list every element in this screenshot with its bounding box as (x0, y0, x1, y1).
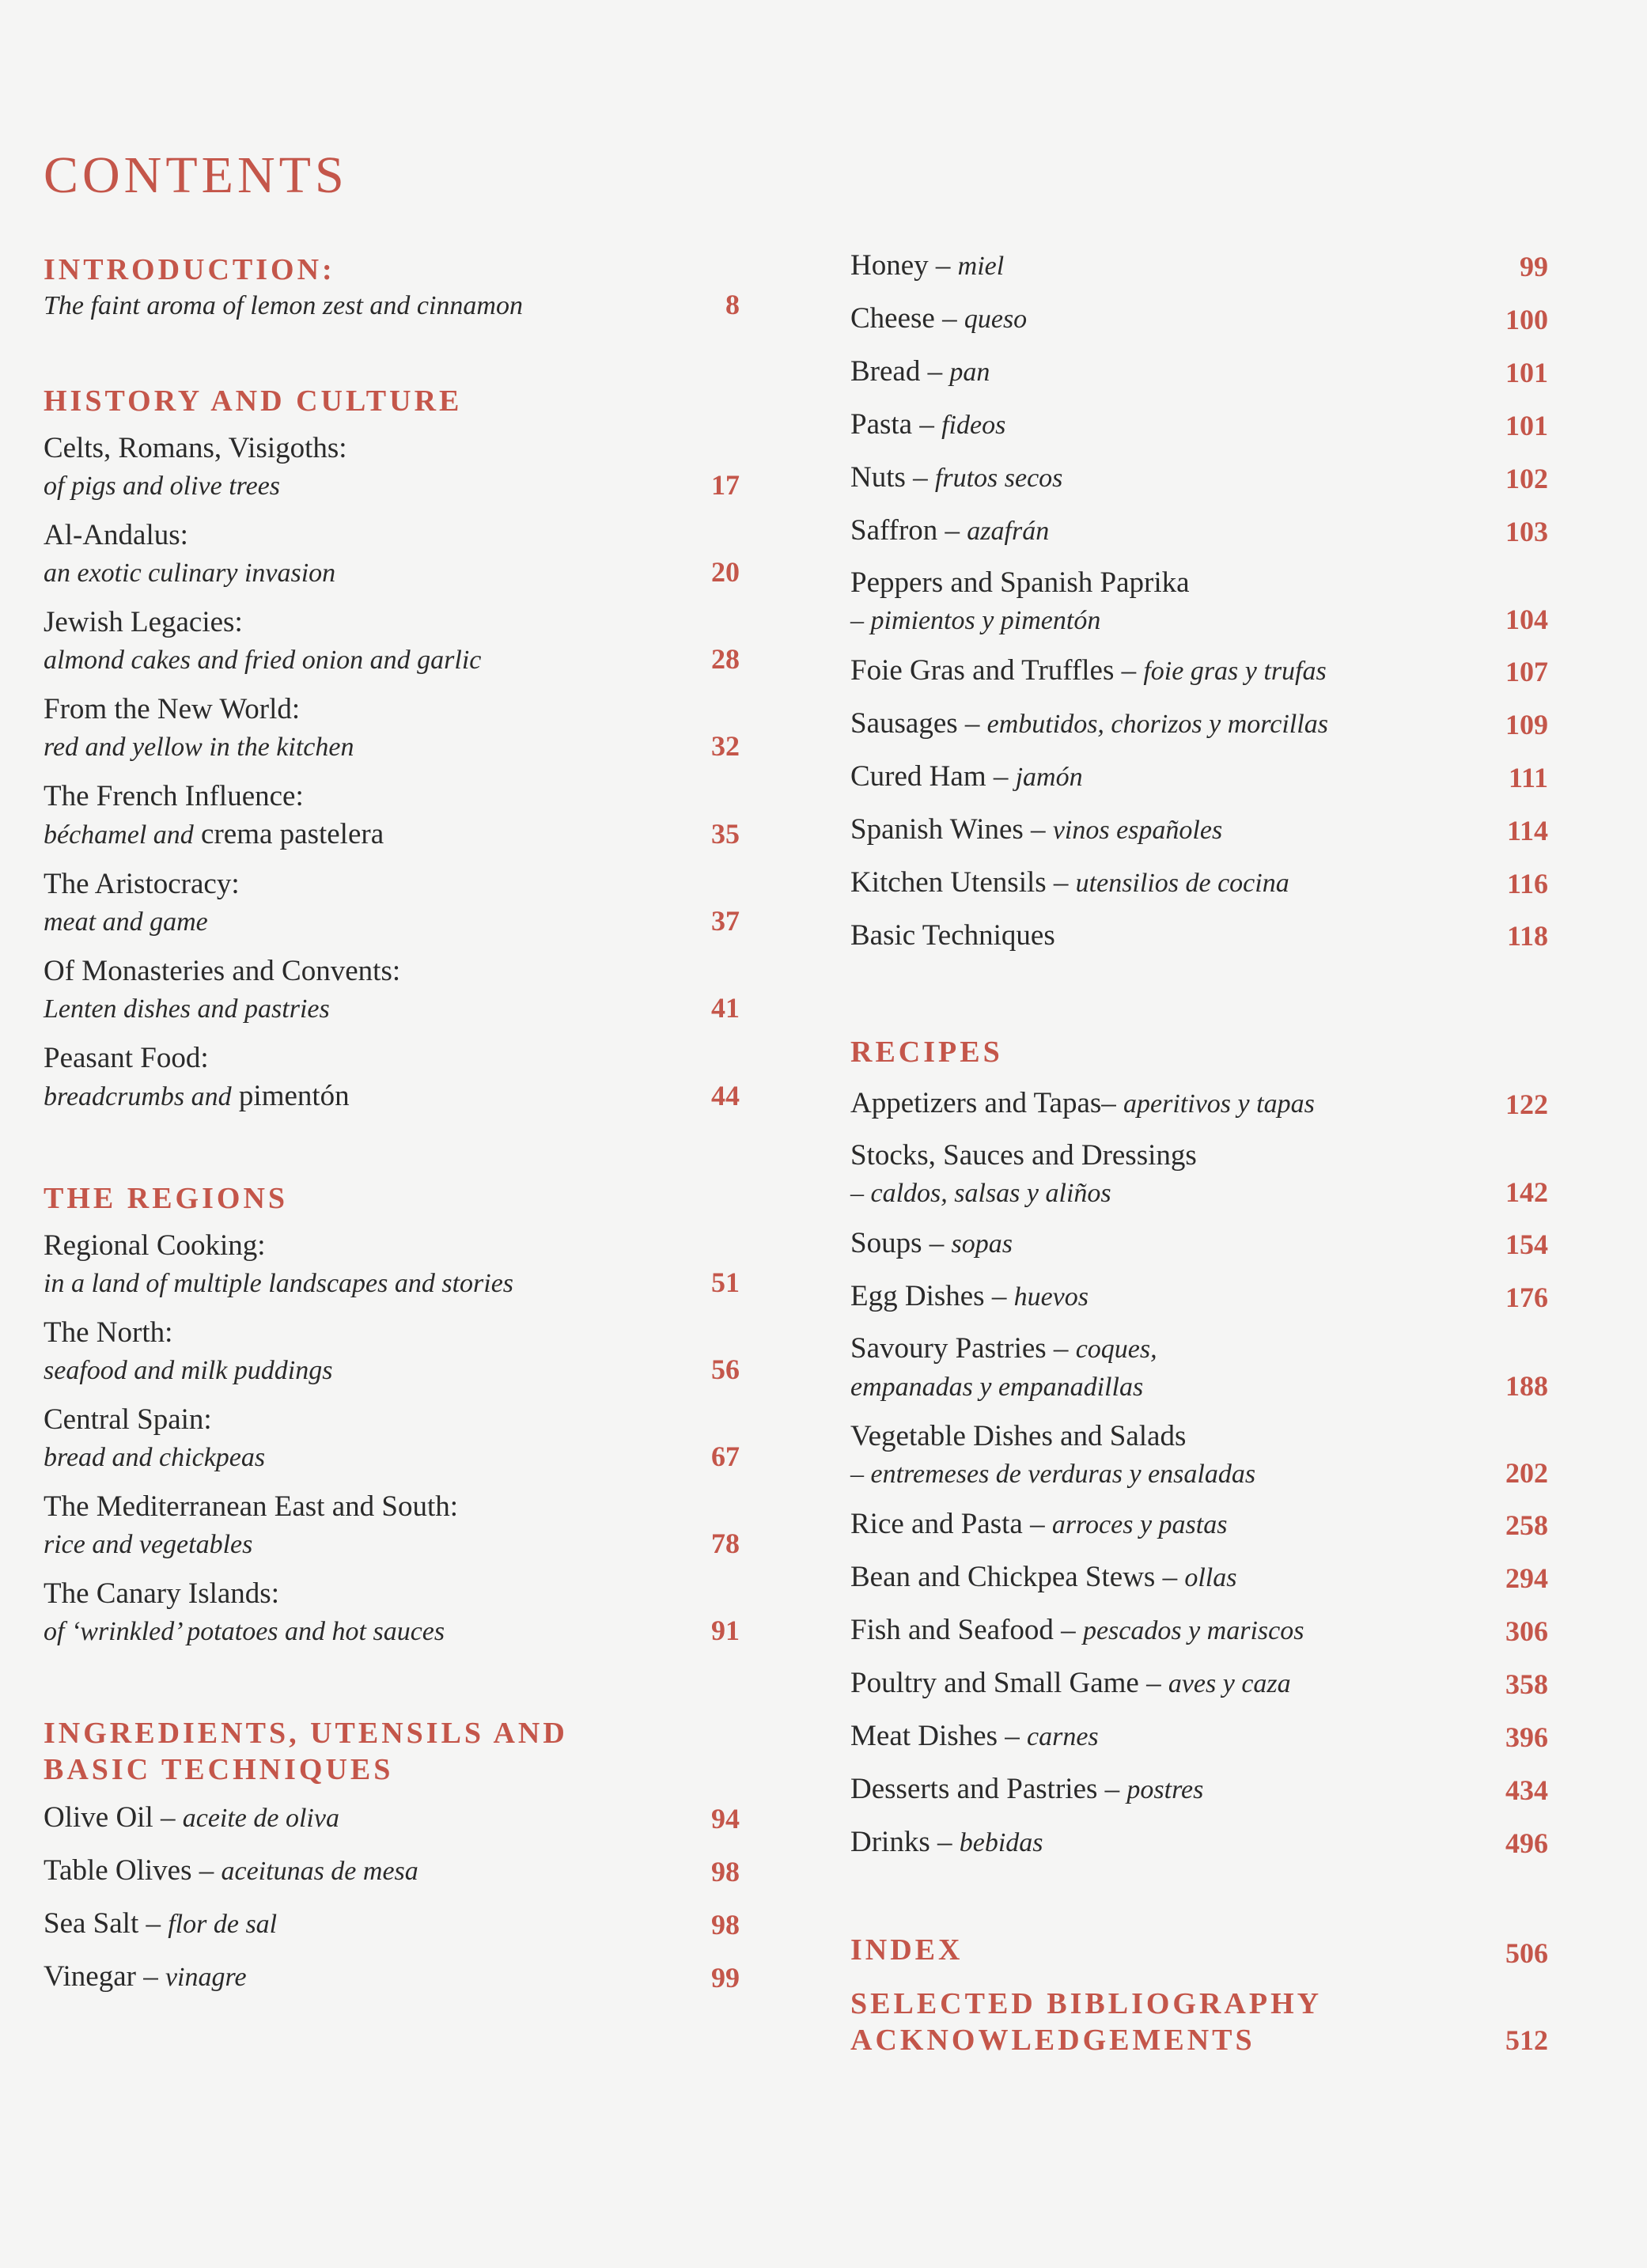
entry-title (850, 1822, 1485, 1864)
section-introduction (44, 252, 740, 324)
entry-subtitle: empanadas y empanadillas (850, 1373, 1144, 1402)
entry-spanish: arroces y pastas (1051, 1510, 1228, 1539)
entry-name: Fish and Seafood – (850, 1614, 1083, 1646)
entry-title (850, 1610, 1485, 1652)
page-number: 188 (1505, 1370, 1548, 1402)
entry-title (850, 457, 1485, 499)
page-number: 100 (1505, 304, 1548, 335)
page-number: 98 (711, 1856, 740, 1887)
section-recipes (850, 1034, 1548, 1864)
entry-subtitle (44, 1078, 676, 1115)
section-heading: THE REGIONS (44, 1182, 289, 1215)
entry-title: Peppers and Spanish Paprika (850, 566, 1190, 599)
entry-name: Vinegar – (44, 1960, 165, 1993)
page-number: 118 (1506, 920, 1548, 952)
entry-spanish: ollas (1184, 1563, 1237, 1592)
entry-name: Bean and Chickpea Stews – (850, 1561, 1185, 1593)
toc-entry[interactable] (850, 245, 1548, 287)
entry-name: Olive Oil – (44, 1801, 183, 1834)
section-heading: RECIPES (850, 1036, 1003, 1069)
page-number: 109 (1505, 709, 1548, 740)
toc-entry[interactable] (850, 1822, 1548, 1864)
entry-name: Pasta – (850, 408, 942, 441)
page-number: 91 (711, 1615, 740, 1646)
entry-spanish: carnes (1027, 1722, 1099, 1751)
entry-title (850, 756, 1485, 798)
left-column (44, 252, 740, 2071)
entry-subtitle: of ‘wrinkled’ potatoes and hot sauces (44, 1617, 445, 1646)
toc-entry[interactable] (850, 563, 1548, 639)
page-number: 99 (711, 1962, 740, 1993)
toc-entry[interactable] (850, 1769, 1548, 1811)
page-number: 496 (1505, 1827, 1548, 1859)
entry-spanish: frutos secos (934, 464, 1063, 493)
toc-entry[interactable] (44, 1226, 740, 1302)
toc-entry[interactable] (44, 1903, 740, 1945)
entry-subtitle: in a land of multiple landscapes and stories (44, 1269, 514, 1298)
entry-name: Cured Ham – (850, 760, 1016, 793)
entry-title (850, 650, 1485, 692)
entry-name: Bread – (850, 355, 950, 388)
entry-subtitle: rice and vegetables (44, 1530, 253, 1559)
toc-entry[interactable] (44, 1313, 740, 1389)
entry-name: Spanish Wines – (850, 813, 1053, 846)
page-number: 98 (711, 1909, 740, 1940)
toc-entry[interactable] (850, 915, 1548, 956)
page-number: 44 (711, 1080, 740, 1111)
page-number: 111 (1508, 762, 1548, 793)
toc-entry[interactable] (850, 862, 1548, 904)
entry-name: Drinks – (850, 1826, 960, 1858)
toc-entry[interactable] (44, 603, 740, 679)
entry-spanish: fideos (941, 411, 1006, 440)
entry-subtitle: – pimientos y pimentón (850, 606, 1101, 635)
entry-spanish: vinos españoles (1052, 816, 1223, 845)
toc-entry[interactable] (850, 510, 1548, 552)
toc-entry[interactable] (44, 1400, 740, 1476)
toc-entry[interactable] (44, 1956, 740, 1998)
section-regions (44, 1180, 740, 1650)
page-number: 102 (1505, 463, 1548, 494)
entry-title (850, 351, 1485, 393)
entry-name: Saffron – (850, 514, 967, 547)
page-number: 17 (711, 469, 740, 501)
page-number: 51 (711, 1267, 740, 1298)
page-number: 94 (711, 1803, 740, 1834)
toc-entry[interactable] (850, 650, 1548, 692)
entry-spanish: miel (957, 252, 1005, 281)
toc-entry[interactable] (850, 1083, 1548, 1125)
back-matter (850, 1932, 1548, 2058)
toc-entry[interactable] (850, 756, 1548, 798)
entry-title (44, 1850, 676, 1892)
section-heading-line: ACKNOWLEDGEMENTS (850, 2024, 1255, 2057)
entry-subtitle: an exotic culinary invasion (44, 558, 336, 588)
entry-title (44, 1956, 676, 1998)
entry-title: Al-Andalus: (44, 519, 188, 551)
entry-title: Stocks, Sauces and Dressings (850, 1139, 1197, 1172)
toc-entry[interactable] (44, 516, 740, 592)
entry-title: Regional Cooking: (44, 1229, 266, 1262)
page-number: 104 (1505, 604, 1548, 635)
page-number: 114 (1506, 815, 1548, 846)
entry-title (850, 703, 1485, 745)
entry-title (44, 1797, 676, 1839)
entry-title (850, 809, 1485, 851)
toc-entry[interactable] (44, 1574, 740, 1650)
entry-title (850, 245, 1485, 287)
entry-subtitle: meat and game (44, 907, 208, 937)
toc-entry[interactable] (44, 1797, 740, 1839)
toc-entry[interactable] (44, 690, 740, 766)
entry-subtitle: Lenten dishes and pastries (44, 994, 330, 1024)
entry-title (850, 1276, 1485, 1318)
toc-entry[interactable] (850, 1329, 1548, 1406)
entry-title (850, 510, 1485, 552)
entry-spanish: queso (964, 305, 1028, 334)
toc-entry[interactable] (850, 457, 1548, 499)
right-column (850, 249, 1548, 2058)
entry-name: Appetizers and Tapas– (850, 1087, 1124, 1119)
entry-title: Celts, Romans, Visigoths: (44, 432, 347, 464)
toc-entry[interactable] (44, 952, 740, 1028)
toc-entry[interactable] (850, 1504, 1548, 1546)
entry-name: Egg Dishes – (850, 1280, 1014, 1312)
entry-title: The Mediterranean East and South: (44, 1490, 458, 1523)
toc-entry[interactable] (44, 865, 740, 941)
entry-name: Rice and Pasta – (850, 1508, 1052, 1540)
entry-subtitle: seafood and milk puddings (44, 1356, 333, 1385)
section-heading: INDEX (850, 1933, 964, 1967)
entry-name: Sea Salt – (44, 1907, 168, 1940)
entry-subtitle: The faint aroma of lemon zest and cinnamon (44, 291, 523, 320)
section-heading: HISTORY AND CULTURE (44, 384, 463, 418)
entry-title: Jewish Legacies: (44, 606, 243, 638)
entry-title: From the New World: (44, 693, 301, 725)
ingredients-continued (850, 245, 1548, 956)
page-number: 32 (711, 730, 740, 762)
entry-spanish: huevos (1013, 1282, 1089, 1312)
entry-spanish: pan (949, 358, 990, 387)
entry-subtitle: bread and chickpeas (44, 1443, 266, 1472)
page-number: 358 (1505, 1668, 1548, 1700)
page-title: CONTENTS (44, 146, 348, 205)
entry-spanish: pescados y mariscos (1082, 1616, 1304, 1645)
toc-entry[interactable] (44, 777, 740, 854)
toc-entry[interactable] (44, 429, 740, 505)
entry-title (850, 1769, 1485, 1811)
entry-title: Central Spain: (44, 1403, 212, 1436)
toc-entry[interactable] (850, 1610, 1548, 1652)
entry-title: Vegetable Dishes and Salads (850, 1420, 1187, 1452)
entry-subtitle: – caldos, salsas y aliños (850, 1179, 1111, 1208)
section-heading (44, 1715, 740, 1788)
page-number: 396 (1505, 1721, 1548, 1753)
section-heading (850, 1986, 1485, 2058)
section-heading-line: INGREDIENTS, UTENSILS AND (44, 1717, 568, 1750)
page-number: 306 (1505, 1615, 1548, 1647)
entry-subtitle-roman: pimentón (231, 1080, 350, 1112)
entry-title: Basic Techniques (850, 919, 1055, 952)
entry-spanish: aperitivos y tapas (1123, 1089, 1315, 1119)
toc-entry[interactable] (850, 351, 1548, 393)
entry-title (850, 1716, 1485, 1758)
entry-spanish: coques, (1075, 1335, 1157, 1364)
page-number: 116 (1506, 868, 1548, 899)
toc-entry[interactable] (850, 298, 1548, 340)
toc-entry[interactable] (850, 1716, 1548, 1758)
page-number: 99 (1520, 251, 1548, 282)
toc-entry[interactable] (850, 1663, 1548, 1705)
entry-subtitle-roman: crema pastelera (193, 818, 384, 850)
toc-entry[interactable] (850, 404, 1548, 446)
toc-entry[interactable] (850, 1276, 1548, 1318)
page-number: 506 (1505, 1937, 1548, 1969)
page-number: 142 (1505, 1176, 1548, 1208)
toc-entry[interactable] (850, 809, 1548, 851)
entry-spanish: aceitunas de mesa (221, 1857, 418, 1886)
section-history (44, 383, 740, 1115)
entry-title (850, 1083, 1485, 1125)
entry-name: Sausages – (850, 707, 987, 740)
entry-name: Honey – (850, 249, 958, 282)
toc-entry[interactable] (850, 703, 1548, 745)
page-number: 37 (711, 905, 740, 937)
page-number: 122 (1505, 1089, 1548, 1120)
entry-title (850, 1223, 1485, 1265)
entry-title: The North: (44, 1316, 173, 1349)
entry-title: The Aristocracy: (44, 868, 240, 900)
toc-entry[interactable] (44, 288, 740, 324)
page-number: 294 (1505, 1562, 1548, 1594)
entry-subtitle-italic: béchamel and (44, 820, 194, 850)
page-number: 8 (725, 289, 740, 320)
toc-entry[interactable] (850, 1557, 1548, 1599)
entry-title (850, 862, 1485, 904)
entry-title (850, 1557, 1485, 1599)
toc-entry[interactable] (44, 1850, 740, 1892)
page-number: 20 (711, 556, 740, 588)
entry-spanish: vinagre (165, 1963, 247, 1992)
page-number: 28 (711, 643, 740, 675)
entry-title: Of Monasteries and Convents: (44, 955, 401, 987)
page-number: 67 (711, 1441, 740, 1472)
entry-subtitle: – entremeses de verduras y ensaladas (850, 1460, 1256, 1489)
page-number: 154 (1505, 1229, 1548, 1260)
page-number: 434 (1505, 1774, 1548, 1806)
entry-name: Poultry and Small Game – (850, 1667, 1168, 1699)
entry-title: Peasant Food: (44, 1042, 209, 1074)
page-number: 78 (711, 1528, 740, 1559)
toc-entry[interactable] (850, 1417, 1548, 1493)
entry-spanish: postres (1126, 1775, 1204, 1804)
page-number: 202 (1505, 1457, 1548, 1489)
section-heading-line: BASIC TECHNIQUES (44, 1753, 394, 1786)
entry-title: The French Influence: (44, 780, 304, 812)
entry-title (850, 1663, 1485, 1705)
entry-title: The Canary Islands: (44, 1577, 279, 1610)
entry-spanish: bebidas (959, 1828, 1043, 1857)
entry-subtitle: of pigs and olive trees (44, 471, 281, 501)
toc-entry[interactable] (850, 1136, 1548, 1212)
entry-spanish: aceite de oliva (182, 1804, 339, 1833)
toc-entry-index[interactable] (850, 1932, 1548, 1971)
entry-name: Savoury Pastries – (850, 1332, 1076, 1365)
entry-title (44, 1903, 676, 1945)
entry-name: Foie Gras and Truffles – (850, 654, 1144, 687)
entry-name: Desserts and Pastries – (850, 1773, 1127, 1805)
page-number: 176 (1505, 1282, 1548, 1313)
page-number: 512 (1505, 2024, 1548, 2056)
page-number: 101 (1505, 410, 1548, 441)
entry-name: Soups – (850, 1227, 952, 1259)
entry-subtitle (44, 816, 676, 854)
page-number: 103 (1505, 516, 1548, 547)
entry-spanish: embutidos, chorizos y morcillas (986, 710, 1328, 739)
page-number: 258 (1505, 1509, 1548, 1541)
entry-title (850, 1504, 1485, 1546)
toc-entry-bibliography[interactable] (850, 1986, 1548, 2058)
entry-spanish: foie gras y trufas (1143, 657, 1327, 686)
entry-title (850, 298, 1485, 340)
entry-spanish: flor de sal (168, 1910, 278, 1939)
entry-spanish: aves y caza (1168, 1669, 1291, 1698)
toc-entry[interactable] (44, 1487, 740, 1563)
toc-entry[interactable] (850, 1223, 1548, 1265)
section-heading-line: SELECTED BIBLIOGRAPHY (850, 1987, 1323, 2020)
page-number: 35 (711, 818, 740, 850)
toc-entry[interactable] (44, 1039, 740, 1115)
page-number: 101 (1505, 357, 1548, 388)
entry-subtitle: almond cakes and fried onion and garlic (44, 646, 482, 675)
entry-spanish: utensilios de cocina (1075, 869, 1289, 898)
entry-spanish: sopas (951, 1229, 1013, 1259)
entry-spanish: azafrán (967, 517, 1050, 546)
section-ingredients (44, 1715, 740, 1998)
entry-name: Meat Dishes – (850, 1720, 1027, 1752)
entry-name: Table Olives – (44, 1854, 221, 1887)
section-heading: INTRODUCTION: (44, 253, 335, 286)
page-number: 56 (711, 1354, 740, 1385)
entry-spanish: jamón (1015, 763, 1083, 792)
entry-title (850, 1329, 1485, 1369)
entry-name: Cheese – (850, 302, 964, 335)
entry-name: Nuts – (850, 461, 935, 494)
entry-name: Kitchen Utensils – (850, 866, 1076, 899)
page-number: 41 (711, 992, 740, 1024)
entry-subtitle-italic: breadcrumbs and (44, 1082, 232, 1111)
entry-subtitle: red and yellow in the kitchen (44, 733, 354, 762)
page-number: 107 (1505, 656, 1548, 687)
entry-title (850, 404, 1485, 446)
